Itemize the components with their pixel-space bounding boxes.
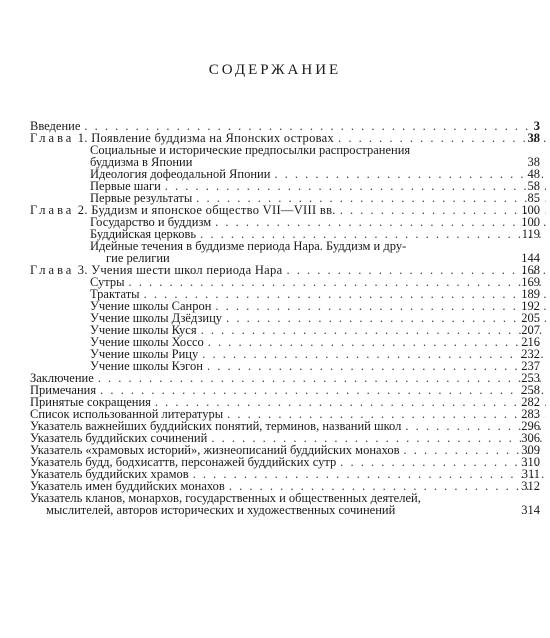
toc-entry-page: 282: [521, 395, 540, 409]
toc-entry-title: 2. Буддизм и японское общество VII—VIII вв.: [77, 203, 336, 217]
toc-entry-page: 309: [521, 443, 540, 457]
toc-entry-title: Идеология дофеодальной Японии: [90, 167, 271, 181]
toc-entry-page: 207: [521, 323, 540, 337]
leader-dots: [274, 168, 546, 180]
toc-entry-title: Примечания: [30, 383, 97, 397]
leader-dots: [165, 180, 546, 192]
leader-dots: [207, 360, 546, 372]
toc-entry-title: Список использованной литературы: [30, 407, 224, 421]
toc-entry: [0, 144, 550, 168]
toc-entry-page: 312: [521, 479, 540, 493]
page-title: СОДЕРЖАНИЕ: [208, 62, 342, 78]
toc-entry-page: 205: [521, 311, 540, 325]
toc-entry-page: 253: [521, 371, 540, 385]
toc-entry-title: Буддийская церковь: [90, 227, 197, 241]
toc-entry-page: 310: [521, 455, 540, 469]
toc-entry-page: 216: [521, 335, 540, 349]
toc-entry-title: Учение школы Санрон: [90, 299, 212, 313]
toc-entry-title: Указатель буддийских сочинений: [30, 431, 208, 445]
toc-entry: [0, 336, 550, 348]
toc-entry: [0, 288, 550, 300]
toc-entry-title-line2: мыслителей, авторов исторических и художественных сочинений: [46, 503, 396, 517]
toc-entry: [0, 216, 550, 228]
toc-entry-title: Первые шаги: [90, 179, 161, 193]
toc-entry-title-line2: буддизма в Японии: [90, 155, 193, 169]
toc-entry-title: Указатель «храмовых историй», жизнеописаний буддийских монахов: [30, 443, 400, 457]
toc-entry-title: Указатель важнейших буддийских понятий, терминов, названий школ: [30, 419, 402, 433]
toc-entry-title: Сутры: [90, 275, 125, 289]
toc-entry-title: Учение школы Дзёдзицу: [90, 311, 223, 325]
leader-dots: [340, 456, 546, 468]
toc-entry: [0, 276, 550, 288]
toc-entry: [0, 348, 550, 360]
leader-dots: [215, 300, 546, 312]
toc-entry-page: 169: [521, 275, 540, 289]
toc-entry-title: Трактаты: [90, 287, 140, 301]
toc-entry-page: 311: [521, 467, 540, 481]
toc-entry-page: 38: [527, 155, 540, 169]
toc-entry-title: Введение: [30, 119, 81, 133]
toc-entry-title: Заключение: [30, 371, 94, 385]
toc-entry-page: 100: [521, 215, 540, 229]
toc-entry-title-line1: Указатель кланов, монархов, государственных и общественных деятелей,: [30, 491, 421, 505]
leader-dots: [226, 312, 546, 324]
toc-entry-page: 314: [521, 503, 540, 517]
toc-entry-title: 1. Появление буддизма на Японских островах: [77, 131, 335, 145]
toc-entry-title: Указатель имен буддийских монахов: [30, 479, 225, 493]
leader-dots: [208, 336, 546, 348]
leader-dots: [129, 276, 546, 288]
toc-entry-title: Первые результаты: [90, 191, 193, 205]
toc-entry: [0, 324, 550, 336]
toc-entry-page: 48: [527, 167, 540, 181]
toc-entry-page: 237: [521, 359, 540, 373]
toc-entry-title: Учение школы Рицу: [90, 347, 199, 361]
leader-dots: [193, 468, 546, 480]
table-of-contents: [0, 120, 550, 516]
leader-dots: [201, 324, 546, 336]
toc-entry: [0, 168, 550, 180]
toc-entry-page: 258: [521, 383, 540, 397]
toc-entry: [0, 180, 550, 192]
toc-entry-page: 119: [521, 227, 540, 241]
toc-entry-page: 100: [521, 203, 540, 217]
toc-entry-title-line2: гие религии: [106, 251, 170, 265]
toc-entry-title: Принятые сокращения: [30, 395, 151, 409]
chapter-label: Глава: [30, 203, 75, 217]
leader-dots: [98, 372, 546, 384]
leader-dots: [100, 384, 546, 396]
leader-dots: [215, 216, 546, 228]
toc-entry: [0, 492, 550, 516]
toc-entry-page: 58: [527, 179, 540, 193]
toc-entry: [0, 312, 550, 324]
toc-entry-title: Указатель буддийских храмов: [30, 467, 189, 481]
leader-dots: [340, 204, 546, 216]
toc-entry-page: 192: [521, 299, 540, 313]
toc-entry-page: 85: [527, 191, 540, 205]
toc-entry-title-line1: Идейные течения в буддизме периода Нара. Буддизм и дру-: [90, 239, 407, 253]
toc-entry-title: Учение школы Куся: [90, 323, 197, 337]
toc-entry-page: 296: [521, 419, 540, 433]
chapter-label: Глава: [30, 263, 75, 277]
toc-entry: [0, 240, 550, 264]
toc-entry-title-line1: Социальные и исторические предпосылки распространения: [90, 143, 411, 157]
toc-chapter: [0, 204, 550, 216]
toc-chapter: [0, 264, 550, 276]
toc-entry-page: 283: [521, 407, 540, 421]
toc-entry-page: 38: [527, 131, 540, 145]
toc-entry-title: Указатель будд, бодхисаттв, персонажей буддийских сутр: [30, 455, 337, 469]
toc-entry-page: 168: [521, 263, 540, 277]
toc-entry-title: 3. Учения шести школ периода Нара: [77, 263, 283, 277]
toc-entry-page: 232: [521, 347, 540, 361]
toc-entry-title: Учение школы Кэгон: [90, 359, 203, 373]
leader-dots: [286, 264, 546, 276]
toc-entry-page: 3: [533, 119, 540, 133]
toc-entry-title: Учение школы Хоссо: [90, 335, 204, 349]
chapter-label: Глава: [30, 131, 75, 145]
toc-entry-page: 144: [521, 251, 540, 265]
leader-dots: [202, 348, 546, 360]
toc-entry-page: 306: [521, 431, 540, 445]
toc-entry-title: Государство и буддизм: [90, 215, 212, 229]
toc-entry: [0, 300, 550, 312]
toc-entry-page: 189: [521, 287, 540, 301]
